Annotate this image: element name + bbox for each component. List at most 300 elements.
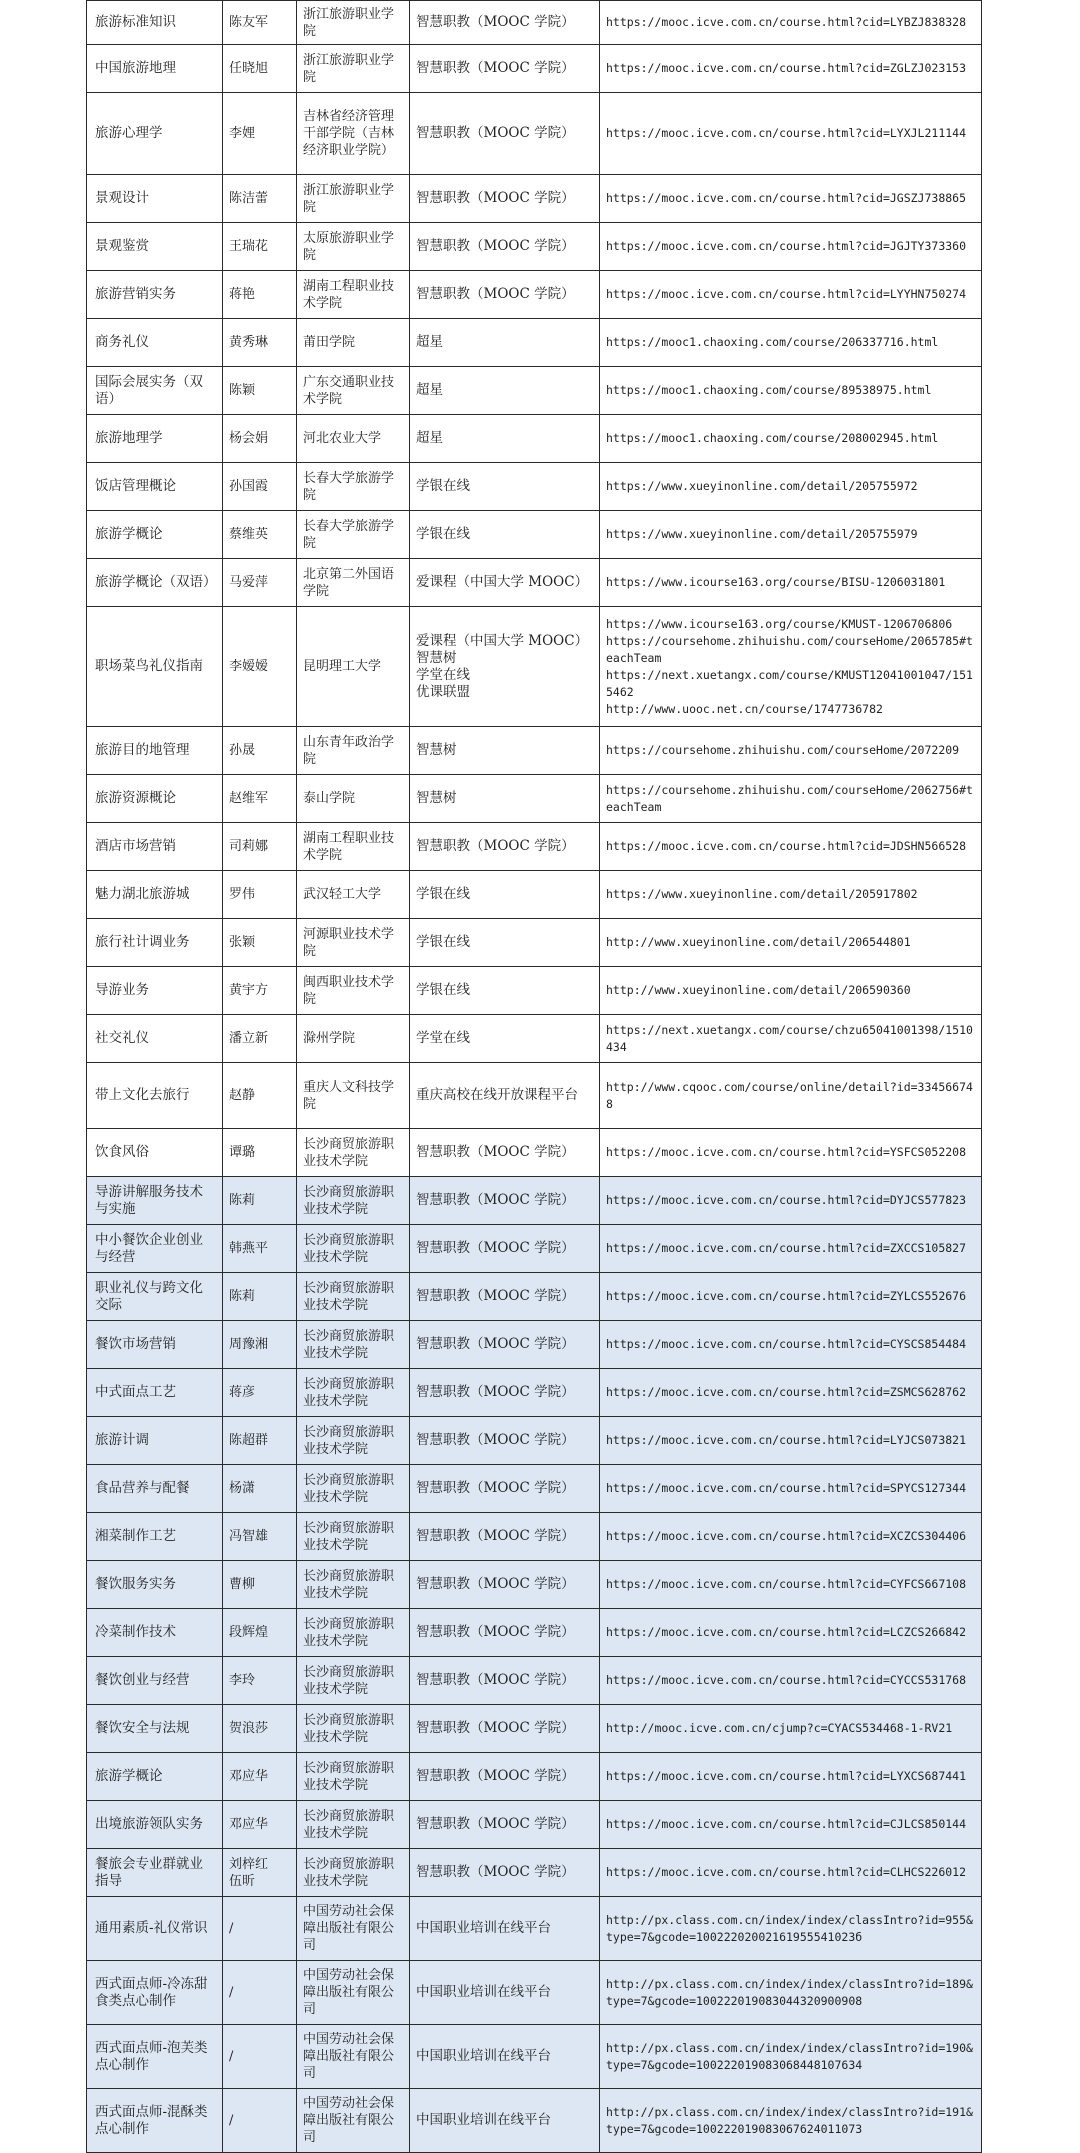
- course-url-cell[interactable]: [600, 175, 982, 223]
- teacher-cell-text: 刘梓红: [229, 1856, 269, 1872]
- school-cell: [297, 1225, 410, 1273]
- course-url-cell[interactable]: [600, 2025, 982, 2089]
- platform-cell-text: 智慧职教（MOOC 学院）: [416, 60, 575, 76]
- platform-cell: [410, 1225, 600, 1273]
- teacher-cell-text: 冯智雄: [229, 1529, 269, 1544]
- course-url-cell[interactable]: [600, 607, 982, 727]
- course-url-cell-text[interactable]: https://mooc.icve.com.cn/course.html?cid=LYXJL211144: [606, 126, 967, 140]
- course-url-cell-text[interactable]: https://mooc.icve.com.cn/course.html?cid=CYFCS667108: [606, 1577, 967, 1591]
- course-url-cell-text[interactable]: https://mooc.icve.com.cn/course.html?cid=DYJCS577823: [606, 1193, 967, 1207]
- teacher-cell: [223, 415, 297, 463]
- teacher-cell-text: 黄宇方: [229, 983, 269, 998]
- table-row: [87, 1417, 982, 1465]
- course-name-cell-text: 魅力湖北旅游城: [95, 886, 190, 902]
- teacher-cell-text: 陈莉: [229, 1193, 256, 1208]
- teacher-cell-text: 蔡维英: [229, 527, 269, 542]
- table-row: [87, 1849, 982, 1897]
- course-url-cell[interactable]: [600, 415, 982, 463]
- teacher-cell: [223, 1897, 297, 1961]
- teacher-cell: [223, 1369, 297, 1417]
- course-name-cell: [87, 727, 223, 775]
- school-cell: [297, 1015, 410, 1063]
- table-row: [87, 319, 982, 367]
- teacher-cell: [223, 45, 297, 93]
- course-name-cell-text: 旅游目的地管理: [95, 742, 190, 758]
- platform-cell-text: 智慧职教（MOOC 学院）: [416, 1336, 575, 1352]
- teacher-cell: [223, 1465, 297, 1513]
- school-cell-text: 中国劳动社会保障出版社有限公司: [303, 1968, 395, 2017]
- course-url-cell-text[interactable]: https://next.xuetangx.com/course/KMUST12041001047/1515462: [606, 667, 973, 699]
- table-row: [87, 919, 982, 967]
- school-cell: [297, 727, 410, 775]
- platform-cell-text: 中国职业培训在线平台: [416, 1984, 551, 2000]
- course-name-cell: [87, 1129, 223, 1177]
- school-cell-text: 浙江旅游职业学院: [303, 6, 395, 39]
- table-row: [87, 1961, 982, 2025]
- course-url-cell-text[interactable]: https://mooc.icve.com.cn/course.html?cid=CJLCS850144: [606, 1817, 967, 1831]
- platform-cell-text: 智慧职教（MOOC 学院）: [416, 125, 575, 141]
- course-url-cell-text[interactable]: https://www.icourse163.org/course/KMUST-1206706806: [606, 616, 953, 631]
- school-cell-text: 河源职业技术学院: [303, 926, 395, 959]
- course-url-cell-text[interactable]: https://mooc1.chaoxing.com/course/208002945.html: [606, 431, 939, 445]
- school-cell: [297, 919, 410, 967]
- platform-cell: [410, 415, 600, 463]
- platform-cell-text: 智慧职教（MOOC 学院）: [416, 1624, 575, 1640]
- teacher-cell-text: /: [229, 1985, 234, 2000]
- course-url-cell-text[interactable]: https://coursehome.zhihuishu.com/courseHome/2062756#teachTeam: [606, 782, 973, 814]
- school-cell-text: 河北农业大学: [303, 431, 382, 446]
- teacher-cell: [223, 823, 297, 871]
- course-name-cell: [87, 1849, 223, 1897]
- course-url-cell[interactable]: [600, 511, 982, 559]
- platform-cell: [410, 1015, 600, 1063]
- platform-cell: [410, 511, 600, 559]
- table-row: [87, 271, 982, 319]
- platform-cell: [410, 223, 600, 271]
- course-url-cell[interactable]: [600, 967, 982, 1015]
- teacher-cell: [223, 1321, 297, 1369]
- course-url-cell[interactable]: [600, 93, 982, 175]
- school-cell: [297, 1513, 410, 1561]
- platform-cell-text: 智慧职教（MOOC 学院）: [416, 14, 575, 30]
- course-url-cell[interactable]: [600, 823, 982, 871]
- course-url-cell-text[interactable]: http://www.xueyinonline.com/detail/206590360: [606, 983, 911, 997]
- table-row: [87, 1609, 982, 1657]
- course-url-cell[interactable]: [600, 1129, 982, 1177]
- course-url-cell-text[interactable]: https://coursehome.zhihuishu.com/courseHome/2065785#teachTeam: [606, 633, 973, 665]
- course-name-cell: [87, 1369, 223, 1417]
- school-cell: [297, 1273, 410, 1321]
- course-url-cell[interactable]: [600, 1705, 982, 1753]
- school-cell-text: 泰山学院: [303, 791, 356, 806]
- course-url-cell-text[interactable]: https://mooc.icve.com.cn/course.html?cid=ZSMCS628762: [606, 1385, 967, 1399]
- table-row: [87, 559, 982, 607]
- table-body: [87, 1, 982, 2153]
- school-cell-text: 重庆人文科技学院: [303, 1079, 395, 1112]
- school-cell: [297, 559, 410, 607]
- teacher-cell: [223, 223, 297, 271]
- table-row: [87, 45, 982, 93]
- school-cell: [297, 1849, 410, 1897]
- course-url-cell-text[interactable]: https://mooc.icve.com.cn/course.html?cid=LYBZJ838328: [606, 15, 967, 29]
- platform-cell-text: 智慧职教（MOOC 学院）: [416, 286, 575, 302]
- table-row: [87, 967, 982, 1015]
- school-cell: [297, 223, 410, 271]
- teacher-cell: [223, 1129, 297, 1177]
- table-row: [87, 823, 982, 871]
- platform-cell-text: 智慧职教（MOOC 学院）: [416, 1432, 575, 1448]
- course-name-cell-text: 旅游学概论: [95, 1768, 163, 1784]
- platform-cell: [410, 1609, 600, 1657]
- platform-cell-text: 学堂在线: [416, 666, 470, 683]
- school-cell: [297, 415, 410, 463]
- course-name-cell: [87, 1465, 223, 1513]
- school-cell-text: 长沙商贸旅游职业技术学院: [303, 1568, 395, 1601]
- course-url-cell[interactable]: [600, 271, 982, 319]
- teacher-cell-text: 曹柳: [229, 1577, 256, 1592]
- course-name-cell: [87, 511, 223, 559]
- course-url-cell[interactable]: [600, 319, 982, 367]
- platform-cell-text: 智慧职教（MOOC 学院）: [416, 1288, 575, 1304]
- platform-cell-text: 智慧职教（MOOC 学院）: [416, 1720, 575, 1736]
- school-cell-text: 闽西职业技术学院: [303, 974, 395, 1007]
- course-url-cell[interactable]: [600, 2089, 982, 2153]
- course-name-cell: [87, 45, 223, 93]
- platform-cell-text: 智慧职教（MOOC 学院）: [416, 1672, 575, 1688]
- teacher-cell: [223, 1753, 297, 1801]
- course-url-cell[interactable]: [600, 1513, 982, 1561]
- course-url-cell-text[interactable]: http://px.class.com.cn/index/index/classIntro?id=191&type=7&gcode=100222019083067624011073: [606, 2104, 973, 2136]
- course-url-cell-text[interactable]: https://mooc1.chaoxing.com/course/206337716.html: [606, 335, 939, 349]
- teacher-cell: [223, 1801, 297, 1849]
- teacher-cell-text: 谭璐: [229, 1145, 256, 1160]
- course-url-cell-text[interactable]: https://coursehome.zhihuishu.com/courseHome/2072209: [606, 743, 960, 757]
- course-name-cell: [87, 919, 223, 967]
- platform-cell: [410, 1, 600, 45]
- teacher-cell-text: 任晓旭: [229, 61, 269, 76]
- course-url-cell-text[interactable]: http://px.class.com.cn/index/index/classIntro?id=955&type=7&gcode=10022202002161955541023б: [606, 1912, 973, 1944]
- teacher-cell: [223, 1063, 297, 1129]
- course-url-cell-text[interactable]: https://mooc.icve.com.cn/course.html?cid=LYYHN750274: [606, 287, 967, 301]
- school-cell: [297, 607, 410, 727]
- platform-cell-text: 智慧树: [416, 649, 457, 666]
- platform-cell-text: 智慧职教（MOOC 学院）: [416, 238, 575, 254]
- course-url-cell-text[interactable]: http://mooc.icve.com.cn/cjump?c=CYACS534468-1-RV21: [606, 1721, 953, 1735]
- platform-cell-text: 学银在线: [416, 886, 470, 902]
- table-row: [87, 1129, 982, 1177]
- course-name-cell-text: 带上文化去旅行: [95, 1087, 190, 1103]
- school-cell-text: 莆田学院: [303, 335, 356, 350]
- school-cell-text: 太原旅游职业学院: [303, 230, 395, 263]
- platform-cell: [410, 1849, 600, 1897]
- teacher-cell: [223, 271, 297, 319]
- table-row: [87, 1225, 982, 1273]
- course-url-cell-text[interactable]: https://mooc.icve.com.cn/course.html?cid=ZGLZJ023153: [606, 61, 967, 75]
- platform-cell: [410, 1177, 600, 1225]
- table-row: [87, 775, 982, 823]
- platform-cell-text: 重庆高校在线开放课程平台: [416, 1087, 578, 1103]
- school-cell-text: 长春大学旅游学院: [303, 470, 395, 503]
- platform-cell: [410, 1961, 600, 2025]
- course-url-cell-text[interactable]: https://mooc.icve.com.cn/course.html?cid=JGSZJ738865: [606, 191, 967, 205]
- teacher-cell: [223, 1273, 297, 1321]
- course-name-cell: [87, 1273, 223, 1321]
- course-name-cell-text: 旅游标准知识: [95, 14, 176, 30]
- course-name-cell: [87, 1897, 223, 1961]
- platform-cell: [410, 1705, 600, 1753]
- school-cell-text: 昆明理工大学: [303, 659, 382, 674]
- platform-cell: [410, 1897, 600, 1961]
- course-name-cell: [87, 175, 223, 223]
- course-url-cell[interactable]: [600, 1753, 982, 1801]
- teacher-cell-text: 杨会娟: [229, 431, 269, 446]
- course-url-cell-text[interactable]: https://www.xueyinonline.com/detail/205917802: [606, 887, 918, 901]
- course-name-cell: [87, 1225, 223, 1273]
- course-url-cell-text[interactable]: https://www.xueyinonline.com/detail/205755972: [606, 479, 918, 493]
- course-name-cell-text: 旅游学概论: [95, 526, 163, 542]
- platform-cell-text: 超星: [416, 430, 443, 446]
- course-url-cell[interactable]: [600, 559, 982, 607]
- platform-cell-text: 智慧职教（MOOC 学院）: [416, 1144, 575, 1160]
- school-cell-text: 长沙商贸旅游职业技术学院: [303, 1760, 395, 1793]
- course-url-cell-text[interactable]: https://mooc.icve.com.cn/course.html?cid=LCZCS266842: [606, 1625, 967, 1639]
- teacher-cell: [223, 1849, 297, 1897]
- table-row: [87, 1273, 982, 1321]
- course-url-cell[interactable]: [600, 871, 982, 919]
- course-url-cell-text[interactable]: https://mooc.icve.com.cn/course.html?cid=CLHCS226012: [606, 1865, 967, 1879]
- course-name-cell: [87, 607, 223, 727]
- platform-cell: [410, 1273, 600, 1321]
- course-name-cell: [87, 1753, 223, 1801]
- course-name-cell: [87, 1961, 223, 2025]
- table-row: [87, 1753, 982, 1801]
- school-cell-text: 广东交通职业技术学院: [303, 374, 395, 407]
- table-row: [87, 1657, 982, 1705]
- course-name-cell-text: 酒店市场营销: [95, 838, 176, 854]
- platform-cell: [410, 1417, 600, 1465]
- course-url-cell[interactable]: [600, 1063, 982, 1129]
- course-url-cell-text[interactable]: https://www.xueyinonline.com/detail/205755979: [606, 527, 918, 541]
- platform-cell-text: 智慧树: [416, 742, 457, 758]
- course-url-cell[interactable]: [600, 1321, 982, 1369]
- course-name-cell-text: 餐饮安全与法规: [95, 1720, 190, 1736]
- course-url-cell-text[interactable]: https://mooc.icve.com.cn/course.html?cid=ZYLCS552676: [606, 1289, 967, 1303]
- table-row: [87, 2025, 982, 2089]
- course-name-cell-text: 中式面点工艺: [95, 1384, 176, 1400]
- course-url-cell-text[interactable]: http://www.xueyinonline.com/detail/206544801: [606, 935, 911, 949]
- course-url-cell[interactable]: [600, 1225, 982, 1273]
- school-cell-text: 湖南工程职业技术学院: [303, 278, 395, 311]
- course-url-cell-text[interactable]: https://mooc.icve.com.cn/course.html?cid=CYCCS531768: [606, 1673, 967, 1687]
- table-row: [87, 1177, 982, 1225]
- course-name-cell: [87, 1063, 223, 1129]
- course-url-cell-text[interactable]: https://mooc.icve.com.cn/course.html?cid=LYJCS073821: [606, 1433, 967, 1447]
- course-url-cell[interactable]: [600, 1369, 982, 1417]
- platform-cell: [410, 967, 600, 1015]
- course-name-cell-text: 西式面点师-泡芙类点心制作: [95, 2039, 208, 2073]
- course-url-cell[interactable]: [600, 1561, 982, 1609]
- teacher-cell-text: 李玲: [229, 1673, 256, 1688]
- course-url-cell-text[interactable]: http://www.uooc.net.cn/course/1747736782: [606, 701, 883, 716]
- platform-cell-text: 优课联盟: [416, 683, 470, 700]
- school-cell-text: 长沙商贸旅游职业技术学院: [303, 1376, 395, 1409]
- teacher-cell-text: 赵维军: [229, 791, 269, 806]
- platform-cell-text: 学银在线: [416, 478, 470, 494]
- course-name-cell-text: 旅游计调: [95, 1432, 149, 1448]
- school-cell-text: 长沙商贸旅游职业技术学院: [303, 1280, 395, 1313]
- course-url-cell[interactable]: [600, 1273, 982, 1321]
- course-name-cell-text: 通用素质-礼仪常识: [95, 1920, 208, 1936]
- course-url-cell[interactable]: [600, 1657, 982, 1705]
- table-row: [87, 2089, 982, 2153]
- table-row: [87, 871, 982, 919]
- platform-cell: [410, 1063, 600, 1129]
- course-url-cell[interactable]: [600, 1801, 982, 1849]
- course-url-cell[interactable]: [600, 775, 982, 823]
- platform-cell-text: 学堂在线: [416, 1030, 470, 1046]
- platform-cell-text: 学银在线: [416, 934, 470, 950]
- teacher-cell: [223, 1225, 297, 1273]
- school-cell: [297, 1063, 410, 1129]
- course-url-cell[interactable]: [600, 919, 982, 967]
- course-url-cell-text[interactable]: https://mooc.icve.com.cn/course.html?cid=LYXCS687441: [606, 1769, 967, 1783]
- course-name-cell: [87, 1561, 223, 1609]
- course-name-cell: [87, 1, 223, 45]
- course-name-cell-text: 旅游营销实务: [95, 286, 176, 302]
- school-cell-text: 中国劳动社会保障出版社有限公司: [303, 2032, 395, 2081]
- course-name-cell-text: 商务礼仪: [95, 334, 149, 350]
- course-name-cell: [87, 2089, 223, 2153]
- course-url-cell-text[interactable]: https://mooc.icve.com.cn/course.html?cid=SPYCS127344: [606, 1481, 967, 1495]
- course-name-cell: [87, 93, 223, 175]
- platform-cell: [410, 1561, 600, 1609]
- course-url-cell[interactable]: [600, 1, 982, 45]
- school-cell-text: 长沙商贸旅游职业技术学院: [303, 1472, 395, 1505]
- course-url-cell-text[interactable]: https://mooc.icve.com.cn/course.html?cid=JGJTY373360: [606, 239, 967, 253]
- course-name-cell: [87, 1609, 223, 1657]
- course-url-cell-text[interactable]: https://mooc1.chaoxing.com/course/89538975.html: [606, 383, 932, 397]
- teacher-cell-text: 贺浪莎: [229, 1721, 269, 1736]
- school-cell: [297, 511, 410, 559]
- school-cell: [297, 175, 410, 223]
- school-cell: [297, 319, 410, 367]
- platform-cell-text: 超星: [416, 382, 443, 398]
- school-cell: [297, 93, 410, 175]
- course-name-cell: [87, 367, 223, 415]
- course-url-cell[interactable]: [600, 1961, 982, 2025]
- table-row: [87, 1513, 982, 1561]
- course-name-cell-text: 湘菜制作工艺: [95, 1528, 176, 1544]
- course-url-cell-text[interactable]: https://next.xuetangx.com/course/chzu65041001398/1510434: [606, 1022, 973, 1054]
- course-url-cell[interactable]: [600, 1465, 982, 1513]
- teacher-cell-text: 罗伟: [229, 887, 256, 902]
- school-cell: [297, 1897, 410, 1961]
- course-url-cell-text[interactable]: http://px.class.com.cn/index/index/classIntro?id=190&type=7&gcode=100222019083068448107634: [606, 2040, 973, 2072]
- course-name-cell-text: 冷菜制作技术: [95, 1624, 176, 1640]
- school-cell: [297, 367, 410, 415]
- course-url-cell-text[interactable]: http://www.cqooc.com/course/online/detail?id=334566748: [606, 1079, 973, 1111]
- teacher-cell-text: 孙晟: [229, 743, 256, 758]
- school-cell: [297, 1321, 410, 1369]
- course-url-cell[interactable]: [600, 1897, 982, 1961]
- course-name-cell-text: 旅游学概论（双语）: [95, 574, 217, 590]
- table-row: [87, 607, 982, 727]
- course-url-cell[interactable]: [600, 1417, 982, 1465]
- table-row: [87, 463, 982, 511]
- course-url-cell-text[interactable]: http://px.class.com.cn/index/index/classIntro?id=189&type=7&gcode=100222019083044320900908: [606, 1976, 973, 2008]
- platform-cell: [410, 1753, 600, 1801]
- course-table: [86, 0, 982, 2153]
- teacher-cell-text: 杨潇: [229, 1481, 256, 1496]
- course-url-cell[interactable]: [600, 727, 982, 775]
- course-url-cell-text[interactable]: https://mooc.icve.com.cn/course.html?cid=JDSHN566528: [606, 839, 967, 853]
- table-row: [87, 511, 982, 559]
- course-url-cell-text[interactable]: https://mooc.icve.com.cn/course.html?cid=XCZCS304406: [606, 1529, 967, 1543]
- course-url-cell[interactable]: [600, 367, 982, 415]
- course-url-cell-text[interactable]: https://mooc.icve.com.cn/course.html?cid=ZXCCS105827: [606, 1241, 967, 1255]
- teacher-cell-text: 王瑞花: [229, 239, 269, 254]
- teacher-cell: [223, 1513, 297, 1561]
- course-name-cell-text: 餐饮市场营销: [95, 1336, 176, 1352]
- teacher-cell-text: 伍昕: [229, 1873, 256, 1889]
- course-url-cell[interactable]: [600, 1015, 982, 1063]
- course-url-cell-text[interactable]: https://www.icourse163.org/course/BISU-1206031801: [606, 575, 946, 589]
- platform-cell: [410, 1657, 600, 1705]
- teacher-cell-text: 张颖: [229, 935, 256, 950]
- table-row: [87, 1063, 982, 1129]
- course-url-cell-text[interactable]: https://mooc.icve.com.cn/course.html?cid=YSFCS052208: [606, 1145, 967, 1159]
- teacher-cell: [223, 1561, 297, 1609]
- teacher-cell-text: /: [229, 2113, 234, 2128]
- course-url-cell[interactable]: [600, 463, 982, 511]
- platform-cell: [410, 2089, 600, 2153]
- platform-cell-text: 学银在线: [416, 982, 470, 998]
- platform-cell-text: 超星: [416, 334, 443, 350]
- course-name-cell: [87, 559, 223, 607]
- teacher-cell-text: /: [229, 1921, 234, 1936]
- platform-cell: [410, 367, 600, 415]
- table-row: [87, 1321, 982, 1369]
- school-cell: [297, 1, 410, 45]
- school-cell-text: 长沙商贸旅游职业技术学院: [303, 1136, 395, 1169]
- teacher-cell: [223, 511, 297, 559]
- platform-cell-text: 智慧职教（MOOC 学院）: [416, 838, 575, 854]
- course-name-cell-text: 景观设计: [95, 190, 149, 206]
- platform-cell-text: 智慧职教（MOOC 学院）: [416, 1768, 575, 1784]
- course-url-cell[interactable]: [600, 1177, 982, 1225]
- course-name-cell: [87, 1513, 223, 1561]
- school-cell: [297, 1705, 410, 1753]
- course-name-cell: [87, 463, 223, 511]
- platform-cell-text: 爱课程（中国大学 MOOC）: [416, 632, 589, 649]
- school-cell-text: 长沙商贸旅游职业技术学院: [303, 1424, 395, 1457]
- course-name-cell: [87, 967, 223, 1015]
- course-url-cell[interactable]: [600, 45, 982, 93]
- platform-cell: [410, 93, 600, 175]
- teacher-cell: [223, 607, 297, 727]
- course-url-cell[interactable]: [600, 1849, 982, 1897]
- course-url-cell-text[interactable]: https://mooc.icve.com.cn/course.html?cid=CYSCS854484: [606, 1337, 967, 1351]
- teacher-cell: [223, 919, 297, 967]
- course-url-cell[interactable]: [600, 223, 982, 271]
- platform-cell-text: 智慧职教（MOOC 学院）: [416, 1864, 575, 1880]
- course-name-cell: [87, 415, 223, 463]
- course-name-cell: [87, 1657, 223, 1705]
- school-cell-text: 长沙商贸旅游职业技术学院: [303, 1808, 395, 1841]
- course-url-cell[interactable]: [600, 1609, 982, 1657]
- platform-cell-text: 爱课程（中国大学 MOOC）: [416, 574, 589, 590]
- teacher-cell: [223, 1417, 297, 1465]
